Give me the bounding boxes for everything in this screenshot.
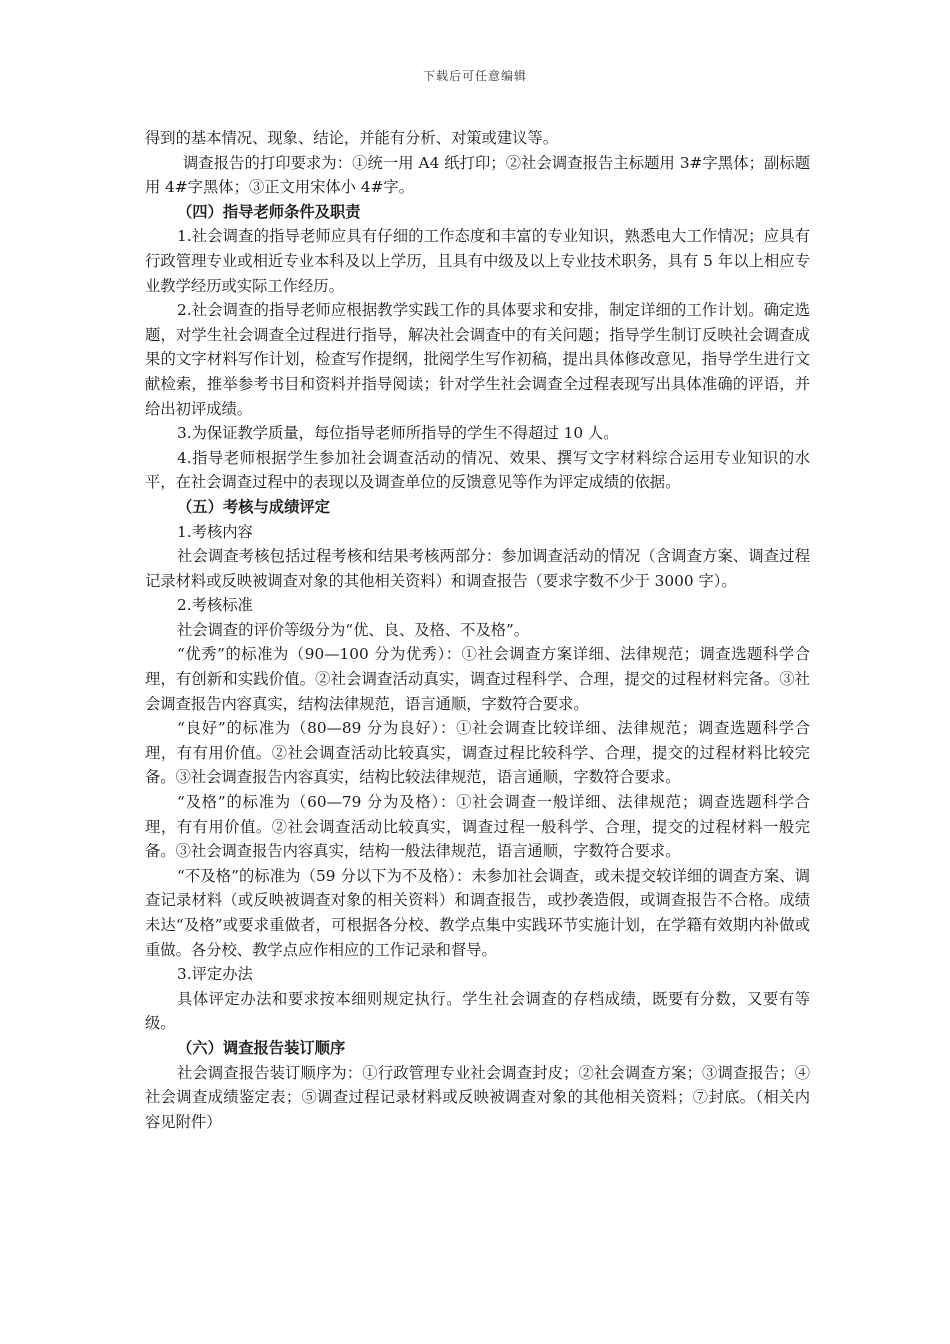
- paragraph-continuation: 得到的基本情况、现象、结论，并能有分析、对策或建议等。: [145, 129, 559, 147]
- document-body: [145, 126, 810, 1134]
- paragraph-grade-fail: “不及格”的标准为（59 分以下为不及格）：未参加社会调查，或未提交较详细的调查方案、调查记录材料（或反映被调查对象的相关资料）和调查报告，或抄袭造假，或调查报告不合格。成绩未达“及格”或要求重做者，可根据各分校、教学点集中实践环节实施计划，在学籍有效期内补做或重做。各分校、教学点应作相应的工作记录和督导。: [145, 866, 810, 959]
- page-header: 下载后可任意编辑: [422, 69, 527, 83]
- section-heading-4: （四）指导老师条件及职责: [177, 202, 361, 221]
- subheading: 2.考核标准: [177, 596, 253, 615]
- paragraph-grade-good: “良好”的标准为（80—89 分为良好）：①社会调查比较详细、法律规范；调查选题科学合理，有有用价值。②社会调查活动比较真实，调查过程比较科学、合理，提交的过程材料比较完备。③社会调查报告内容真实，结构比较法律规范，语言通顺，字数符合要求。: [145, 719, 810, 787]
- paragraph-print-requirements: 调查报告的打印要求为：①统一用 A4 纸打印；②社会调查报告主标题用 3#字黑体；副标题用 4#字黑体；③正文用宋体小 4#字。: [145, 153, 810, 197]
- subheading: 3.评定办法: [177, 965, 253, 984]
- paragraph-binding-order: 社会调查报告装订顺序为：①行政管理专业社会调查封皮；②社会调查方案；③调查报告；④社会调查成绩鉴定表；⑤调查过程记录材料或反映被调查对象的其他相关资料；⑦封底。（相关内容见附件）: [145, 1063, 810, 1131]
- section-heading-6: （六）调查报告装订顺序: [177, 1038, 346, 1057]
- paragraph: 社会调查的评价等级分为“优、良、及格、不及格”。: [177, 620, 530, 639]
- paragraph-item: 1.社会调查的指导老师应具有仔细的工作态度和丰富的专业知识，熟悉电大工作情况；应具有行政管理专业或相近专业本科及以上学历，且具有中级及以上专业技术职务，具有 5 年以上相应专业教学经历或实际工作经历。: [145, 227, 810, 295]
- subheading: 1.考核内容: [177, 522, 253, 541]
- paragraph-item: 3.为保证教学质量，每位指导老师所指导的学生不得超过 10 人。: [177, 424, 619, 443]
- paragraph-grade-excellent: “优秀”的标准为（90—100 分为优秀）：①社会调查方案详细、法律规范；调查选题科学合理，有创新和实践价值。②社会调查活动真实，调查过程科学、合理，提交的过程材料完备。③社会调查报告内容真实，结构法律规范，语言通顺，字数符合要求。: [145, 645, 810, 713]
- paragraph: 社会调查考核包括过程考核和结果考核两部分：参加调查活动的情况（含调查方案、调查过程记录材料或反映被调查对象的其他相关资料）和调查报告（要求字数不少于 3000 字）。: [145, 547, 810, 590]
- paragraph-item: 4.指导老师根据学生参加社会调查活动的情况、效果、撰写文字材料综合运用专业知识的水平，在社会调查过程中的表现以及调查单位的反馈意见等作为评定成绩的依据。: [145, 448, 810, 492]
- paragraph: 具体评定办法和要求按本细则规定执行。学生社会调查的存档成绩，既要有分数，又要有等级。: [145, 989, 810, 1033]
- paragraph-item: 2.社会调查的指导老师应根据教学实践工作的具体要求和安排，制定详细的工作计划。确定选题，对学生社会调查全过程进行指导，解决社会调查中的有关问题；指导学生制订反映社会调查成果的文字材料写作计划，检查写作提纲，批阅学生写作初稿，提出具体修改意见，指导学生进行文献检索，推举参考书目和资料并指导阅读；针对学生社会调查全过程表现写出具体准确的评语，并给出初评成绩。: [145, 301, 810, 418]
- paragraph-grade-pass: “及格”的标准为（60—79 分为及格）：①社会调查一般详细、法律规范；调查选题科学合理，有有用价值。②社会调查活动比较真实，调查过程一般科学、合理，提交的过程材料一般完备。③社会调查报告内容真实，结构一般法律规范，语言通顺，字数符合要求。: [145, 793, 810, 861]
- section-heading-5: （五）考核与成绩评定: [177, 497, 330, 516]
